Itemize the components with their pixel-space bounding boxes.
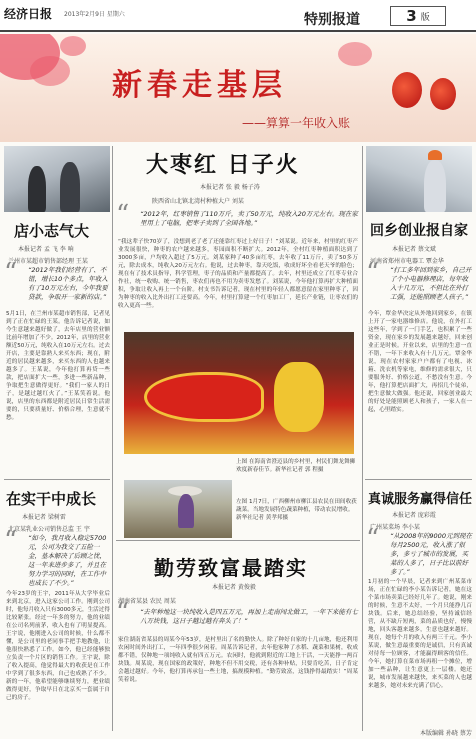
photo-caption: 上图 在海南省澄迈县的乡村里，村民们舞龙舞狮欢度新春佳节。新华社记者 郭 程摄 [236,459,356,473]
article-divider [4,479,110,480]
masthead: 经济日报 [4,7,53,21]
article-body: 1月初的一个早晨，记者来到广州某菜市场，正在忙碌的李小某告诉记者，她在这个菜市场卖菜已经好几年了。她说，刚来的时候，生意不太好，一个月只能挣几百块钱。后来，她总结经验，坚持诚信经营，从不缺斤短两，菜的品质也好，慢慢地，回头客越来越多，生意也越来越好。现在，她每个月的收入有两三千元。李小某说，做生意最重要的是诚信，只有真诚对待每一位顾客，才能赢得顾客的信任。今年，她打算在菜市场再租一个摊位，增加一些品种，让生意更上一层楼。她还说，城市发展越来越快，来买菜的人也越来越多，她对未来充满了信心。 [368,579,472,689]
article-lead: “从2008年的9000元到现在每月2500元，收入涨了很多，多亏了城市的发展，买菜的人多了，日子比以前好多了。” [390,532,472,576]
article-subject: 北京某乳业公司销售总监 王 宇 [8,526,90,533]
vegetable-field-photo [124,480,232,538]
article-photo [4,146,110,212]
article-headline: 店小志气大 [14,222,90,240]
article-lead: “2012年我们经营有了、不错，增长10个多点，年收入有了10万元左右，今年我要贷款，争取开一家新的店。” [28,266,108,301]
article-body: 今年23岁的王宇，2011年从大学毕业后来到北京，进入这家公司工作。刚到公司时，他每月收入只有3000多元，生活过得比较紧张。经过一年多的努力，他的业绩在公司名列前茅，收入也有了明显提高。王宇说，他刚进入公司的时候，什么都不懂，是公司里的老同事手把手地教他，让他很快熟悉了工作。如今，他已经能够独立负责一个片区的销售工作。王宇说，除了收入提高，他觉得最大的收获是在工作中学到了很多东西，自己也成熟了不少。新的一年，他希望能够继续努力，把业绩做得更好，争取早日在北京买一套属于自己的房子。 [6,591,110,701]
column-divider [362,146,363,731]
article-lead: “打工多年回到家乡，自己开了个小电器修理店，每年收入十几万元，不但比在外打工强，还能照顾老人孩子。” [390,266,472,301]
publication-date: 2013年2月9日 星期六 [64,11,125,18]
article-byline: 本报记者 孟 飞 李 响 [18,246,74,253]
lion-figure [274,362,324,432]
quote-icon: “ [366,524,380,554]
article-divider [365,479,472,480]
article-body: “我这辈子快70岁了，没想到老了老了还能靠红枣过上好日子！”刘某说。近年来，村里的红枣产业发展很快，种枣的农户越来越多，枣园面积不断扩大。2012年，全村红枣种植面积达到了3000多亩，户均收入超过了5万元。刘某家种了40多亩红枣，去年收了11万斤，卖了50多万元，除去成本，纯收入20万元左右。他说，过去种枣，靠天吃饭，收成好坏全看老天爷的脸色；现在有了技术员指导，科学管理，枣子的品质和产量都提高了。去年，村里还成立了红枣专业合作社，统一收购、统一销售，枣农们再也不用为卖枣发愁了。刘某说，今年他打算再扩大种植面积，争取让收入再上一个台阶。村支书告诉记者，现在村里的年轻人都愿意留在家里种枣了，因为种枣的收入比外出打工还要高。今年，村里打算建一个红枣加工厂，延长产业链，让枣农们的收入更高一些。 [118,239,358,309]
plum-blossom-decoration [30,56,70,86]
article-byline: 本报记者 黄俊毅 [212,584,256,591]
article-lead: “去年种地这一块纯收入是四五万元，再加上走南闯北做工，一年下来能有七八万块钱，这日子越过越有奔头了！” [140,608,358,625]
hard-hat-shape [428,150,442,160]
article-body: 家住湖南省某县的周某今年53岁，是村里出了名的勤快人。除了种好自家的十几亩地，他还利用农闲时间外出打工，一年四季很少闲着。周某告诉记者，去年他家种了水稻、蔬菜和果树，收成都不错，仅种地一项纯收入就有四五万元。农闲时，他就到附近的工地上干活，一天能挣一两百块钱。周某说，现在国家的政策好，种地不但不用交税，还有各种补贴，只要肯吃苦，日子肯定会越过越好。今年，他打算再承包一些土地，搞规模种植。“勤劳致富，这钱挣得最踏实！”周某笑着说。 [118,637,358,683]
page-number: 3 [406,7,417,25]
article-subject: 陕西省山北镇北湾村种植大户 刘某 [152,198,244,205]
article-headline: 大枣红 日子火 [146,152,300,178]
article-body: 今年，覃金华决定从外地回到家乡，在镇上开了一家电器维修店。他说，在外打工这些年，学到了一门手艺，也积累了一些资金，现在家乡的发展越来越好，回来创业正是时候。开业以来，店里的生意一直不错，一年下来收入有十几万元。覃金华说，现在农村家家户户都有了电视、冰箱、洗衣机等家电，维修的需求很大，只要服务好、价格公道，不愁没有生意。今年，他打算把店面扩大，再招几个徒弟，把生意做大做强。他还说，回家创业最大的好处是能照顾老人和孩子，一家人在一起，心里踏实。 [368,311,472,413]
article-headline: 回乡创业报自家 [370,223,468,239]
page-number-box [390,6,446,26]
article-subject: 湖南省某县 农民 周某 [118,598,176,605]
page-suffix: 版 [420,12,430,23]
article-subject: 广州某菜场 李小某 [370,524,420,531]
lantern-icon [430,78,456,110]
page-header [0,0,476,32]
banner-subtitle: ——算算一年收入账 [242,116,351,130]
photo-caption: 左图 1月7日，广西柳州市柳江县农民在田间收获蔬菜。当地发展特色蔬菜种植，带动农民增收。新华社记者 黄孝邦摄 [236,499,357,521]
article-byline: 本报记者 张 毅 杨子涛 [200,184,260,191]
article-headline: 勤劳致富最踏实 [154,556,308,580]
quote-icon: “ [4,258,18,288]
article-byline: 本报记者 蔡文斌 [392,246,436,253]
article-body: 5月1日，在兰州市某超市销售部，记者见到了正在忙碌的王某。他告诉记者说，如今生意越来越好做了，去年店里的营业额比前年增加了不少。2012年，店里的营业额近50万元，纯收入在10万元左右。过去开店，主要是靠熟人来买东西；现在，附近的居民越来越多，来买东西的人也越来越多了。王某说，今年他打算再贷一些款，把店面扩大一些，多进一些新品种，争取把生意做得更好。“我们一家人的日子，是越过越红火了。”王某笑着说。他说，店里的东西都是附近居民日常生活需要的，只要质量好、价格合理，生意就不愁。 [6,311,110,421]
article-headline: 在实干中成长 [6,490,97,508]
banner [0,34,476,142]
person-figure [28,166,46,212]
lantern-icon [392,72,422,108]
article-lead: “如今，我月收入稳定5700元，公司为我交了五险一金，基本解决了后顾之忧，这一年来进步多了，并且在努力学习的同时，在工作中也成长了不少。” [28,534,107,587]
page-editor: 本版编辑 孙晓 蔡芳 [420,730,472,737]
banner-title: 新春走基层 [112,68,287,103]
farmer-figure [178,494,194,528]
dragon-figure [144,372,264,422]
article-lead: “2012年，红枣销售了110万斤，卖了50万元，纯收入20万元左右。现在家里用上了电脑，把枣子卖到了全国各地。” [140,210,358,227]
quote-icon: “ [4,526,18,556]
plum-blossom-decoration [338,42,372,66]
person-figure [60,162,80,212]
plum-blossom-decoration [60,36,86,56]
article-photo [366,146,472,212]
worker-figure [424,160,446,212]
quote-icon: “ [116,200,130,230]
article-headline: 真诚服务赢得信任 [368,492,473,507]
section-title: 特别报道 [304,12,360,28]
article-subject: 河南省郑州市电器工 覃金华 [370,258,444,265]
quote-icon: “ [116,598,130,628]
dragon-dance-photo [124,332,354,454]
article-divider [116,540,360,541]
article-byline: 本报记者 庞彩霞 [392,512,436,519]
article-byline: 本报记者 梁树雷 [22,514,66,521]
article-subject: 兰州市某超市销售部经理 王某 [8,258,88,265]
column-divider [112,146,113,731]
quote-icon: “ [366,258,380,288]
